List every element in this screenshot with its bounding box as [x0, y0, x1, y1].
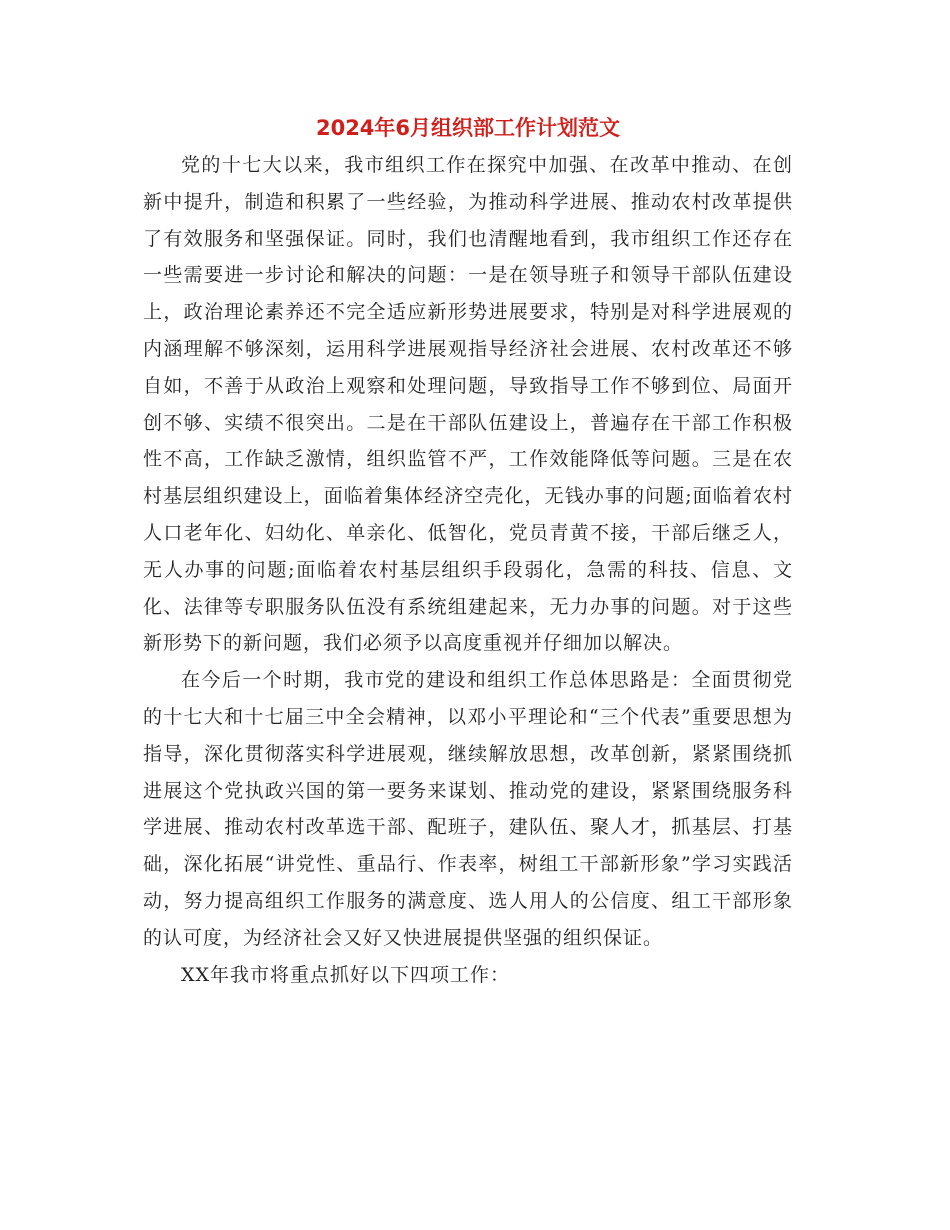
document-page: [143, 110, 793, 993]
paragraph-key-tasks-intro: XX年我市将重点抓好以下四项工作：: [181, 963, 511, 986]
document-title: 2024年6月组织部工作计划范文: [315, 116, 621, 140]
paragraph-problems: 党的十七大以来，我市组织工作在探究中加强、在改革中推动、在创新中提升，制造和积累了一些经验，为推动科学进展、推动农村改革提供了有效服务和坚强保证。同时，我们也清醒地看到，我市组织工作还存在一些需要进一步讨论和解决的问题：一是在领导班子和领导干部队伍建设上，政治理论素养还不完全适应新形势进展要求，特别是对科学进展观的内涵理解不够深刻，运用科学进展观指导经济社会进展、农村改革还不够自如，不善于从政治上观察和处理问题，导致指导工作不够到位、局面开创不够、实绩不很突出。二是在干部队伍建设上，普遍存在干部工作积极性不高，工作缺乏激情，组织监管不严，工作效能降低等问题。三是在农村基层组织建设上，面临着集体经济空壳化，无钱办事的问题;面临着农村人口老年化、妇幼化、单亲化、低智化，党员青黄不接，干部后继乏人，无人办事的问题;面临着农村基层组织手段弱化，急需的科技、信息、文化、法律等专职服务队伍没有系统组建起来，无力办事的问题。对于这些新形势下的新问题，我们必须予以高度重视并仔细加以解决。: [143, 154, 793, 655]
paragraph-overall-approach: 在今后一个时期，我市党的建设和组织工作总体思路是：全面贯彻党的十七大和十七届三中全会精神，以邓小平理论和“三个代表”重要思想为指导，深化贯彻落实科学进展观，继续解放思想，改革创新，紧紧围绕抓进展这个党执政兴国的第一要务来谋划、推动党的建设，紧紧围绕服务科学进展、推动农村改革选干部、配班子，建队伍、聚人才，抓基层、打基础，深化拓展“讲党性、重品行、作表率，树组工干部新形象”学习实践活动，努力提高组织工作服务的满意度、选人用人的公信度、组工干部形象的认可度，为经济社会又好又快进展提供坚强的组织保证。: [143, 669, 793, 949]
